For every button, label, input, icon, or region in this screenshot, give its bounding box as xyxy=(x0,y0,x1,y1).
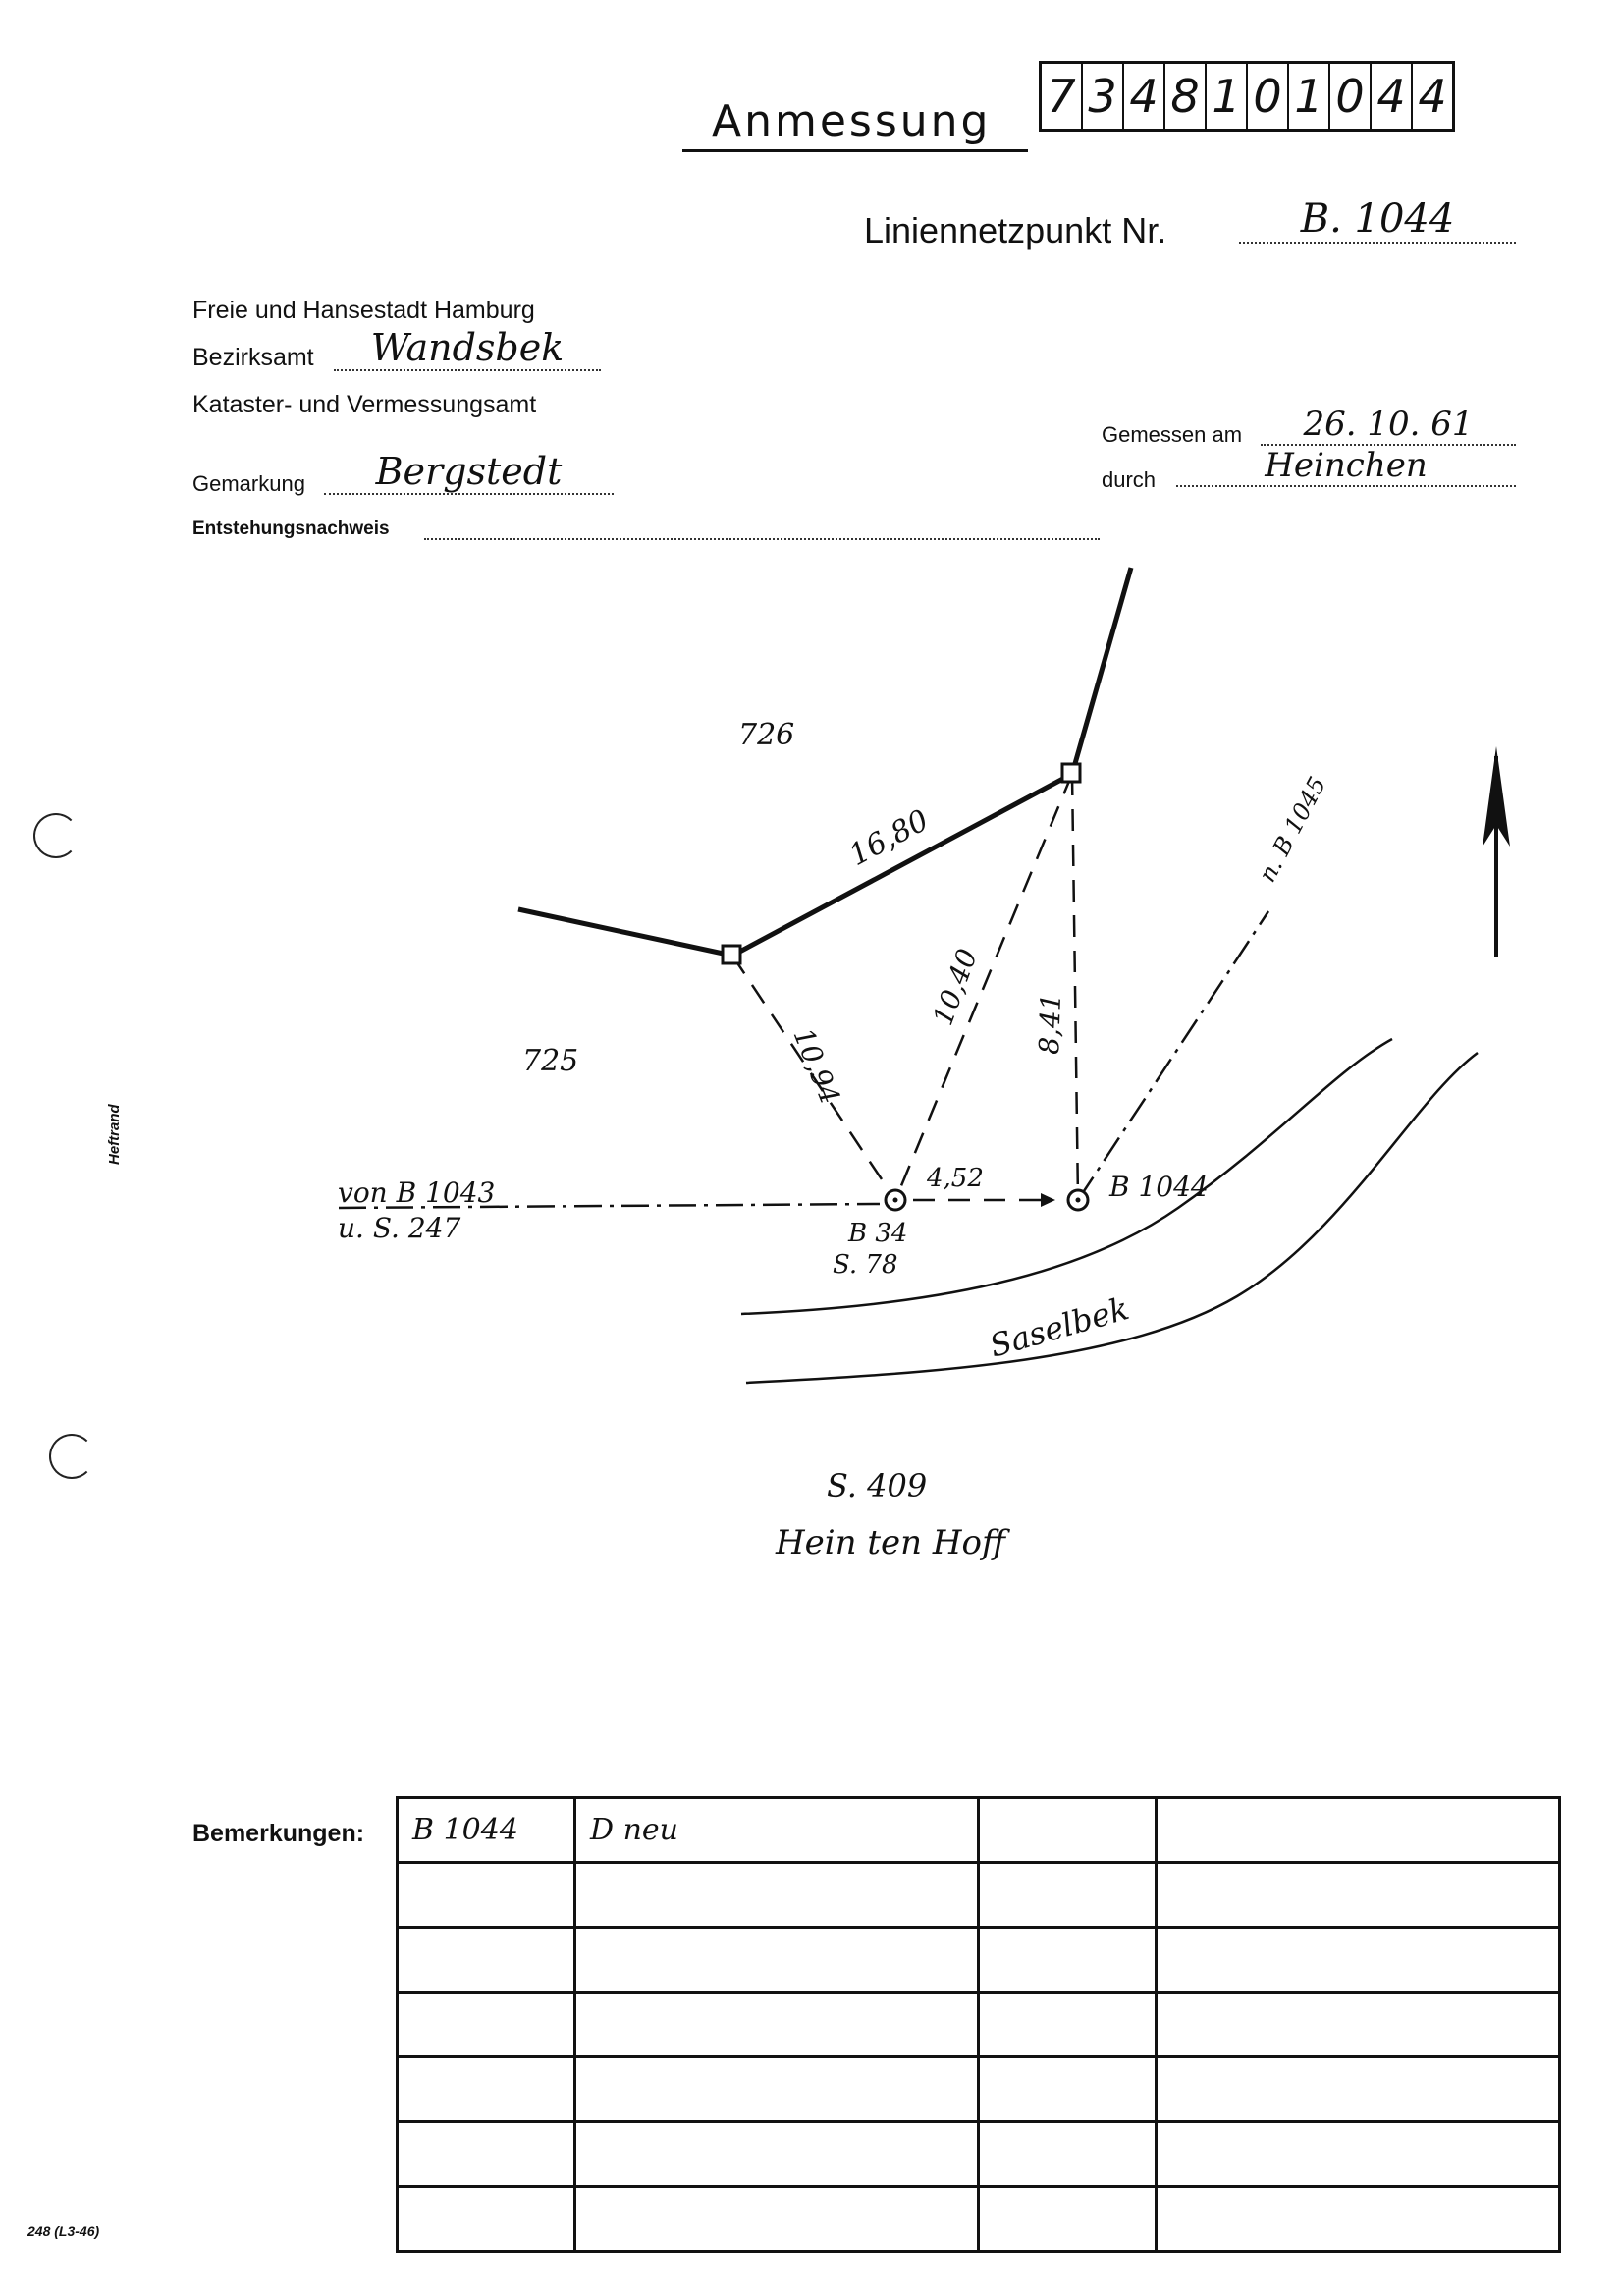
digit-box: 4 xyxy=(1418,70,1447,123)
stream-name: Saselbek xyxy=(985,1289,1133,1365)
distance-label: 10,94 xyxy=(786,1023,847,1109)
parcel-label: 726 xyxy=(738,718,795,752)
distance-label: 8,41 xyxy=(1033,992,1068,1056)
form-title: Anmessung xyxy=(712,96,992,146)
measure-line xyxy=(1072,774,1078,1200)
district-value: Wandsbek xyxy=(334,326,601,371)
table-cell xyxy=(575,2122,979,2187)
parcel-label: 725 xyxy=(522,1044,579,1078)
table-row xyxy=(398,1798,1560,1863)
table-cell xyxy=(1157,2187,1560,2252)
table-cell xyxy=(979,1993,1157,2057)
table-cell xyxy=(575,1863,979,1928)
table-cell xyxy=(398,2122,575,2187)
table-cell xyxy=(1157,1928,1560,1993)
point-label: Liniennetzpunkt Nr. xyxy=(864,210,1167,250)
reference-label: S. 409 xyxy=(827,1467,928,1504)
distance-label: 16,80 xyxy=(843,802,935,874)
digit-box: 0 xyxy=(1330,64,1372,129)
table-cell xyxy=(398,1993,575,2057)
traverse-origin: von B 1043 xyxy=(338,1176,496,1209)
digit-box: 7 xyxy=(1042,64,1083,129)
measured-date: 26. 10. 61 xyxy=(1261,405,1516,446)
district-label: Bezirksamt xyxy=(192,344,314,371)
table-cell xyxy=(1157,1993,1560,2057)
boundary-line xyxy=(518,909,732,956)
digit-box: 1 xyxy=(1207,64,1248,129)
form-code: 248 (L3-46) xyxy=(27,2223,100,2239)
boundary-point-marker xyxy=(1062,764,1080,782)
table-cell xyxy=(979,1928,1157,1993)
table-cell xyxy=(398,1863,575,1928)
digit-box: 3 xyxy=(1083,64,1124,129)
table-cell xyxy=(1157,2057,1560,2122)
distance-label: 10,40 xyxy=(926,944,984,1030)
table-cell xyxy=(979,1863,1157,1928)
table-cell xyxy=(575,2057,979,2122)
table-cell xyxy=(979,1798,1157,1863)
measured-label: Gemessen am xyxy=(1102,422,1243,447)
table-cell xyxy=(575,1993,979,2057)
origin-label: Entstehungsnachweis xyxy=(192,519,390,539)
binding-hole-mark xyxy=(49,1434,94,1479)
digit-box: 1 xyxy=(1289,64,1330,129)
table-row xyxy=(398,2122,1560,2187)
table-cell xyxy=(398,2057,575,2122)
by-label: durch xyxy=(1102,467,1157,492)
new-point-label: B 1044 xyxy=(1109,1171,1209,1203)
traverse-line xyxy=(1078,911,1268,1200)
point-label: S. 78 xyxy=(833,1250,898,1280)
digit-box: 8 xyxy=(1165,64,1207,129)
table-cell xyxy=(979,2122,1157,2187)
surveyor-signature: Heinchen xyxy=(1176,446,1516,487)
table-cell xyxy=(1157,1798,1560,1863)
point-number: B. 1044 xyxy=(1239,196,1516,244)
table-cell xyxy=(979,2187,1157,2252)
remarks-label: Bemerkungen: xyxy=(192,1820,365,1847)
table-cell xyxy=(398,2187,575,2252)
table-row xyxy=(398,1928,1560,1993)
point-label: B 34 xyxy=(848,1219,908,1248)
table-row xyxy=(398,1863,1560,1928)
digit-box: 4 xyxy=(1372,64,1413,129)
traverse-target: n. B 1045 xyxy=(1253,772,1332,887)
table-row xyxy=(398,2187,1560,2252)
arrow-head xyxy=(1041,1193,1055,1207)
table-cell xyxy=(1157,2122,1560,2187)
gemarkung-value: Bergstedt xyxy=(324,450,614,495)
stream-bank xyxy=(746,1053,1478,1383)
authority-line: Freie und Hansestadt Hamburg xyxy=(192,297,535,324)
digit-box: 4 xyxy=(1124,64,1165,129)
table-row xyxy=(398,2057,1560,2122)
digit-box: 0 xyxy=(1248,64,1289,129)
table-cell xyxy=(575,2187,979,2252)
office-label: Kataster- und Vermessungsamt xyxy=(192,391,537,418)
table-row xyxy=(398,1993,1560,2057)
table-cell: D neu xyxy=(575,1798,979,1863)
table-cell xyxy=(575,1928,979,1993)
table-cell: B 1044 xyxy=(398,1798,575,1863)
table-cell xyxy=(398,1928,575,1993)
gemarkung-label: Gemarkung xyxy=(192,471,305,496)
margin-label: Heftrand xyxy=(106,1104,123,1165)
place-name: Hein ten Hoff xyxy=(776,1523,1006,1562)
boundary-line xyxy=(1072,568,1131,774)
boundary-point-marker xyxy=(723,946,740,963)
distance-label: 4,52 xyxy=(927,1164,984,1193)
boundary-line xyxy=(732,774,1072,956)
table-cell xyxy=(1157,1863,1560,1928)
remarks-table xyxy=(396,1796,1561,2253)
table-cell xyxy=(979,2057,1157,2122)
binding-hole-mark xyxy=(33,813,79,858)
traverse-origin: u. S. 247 xyxy=(338,1212,461,1244)
